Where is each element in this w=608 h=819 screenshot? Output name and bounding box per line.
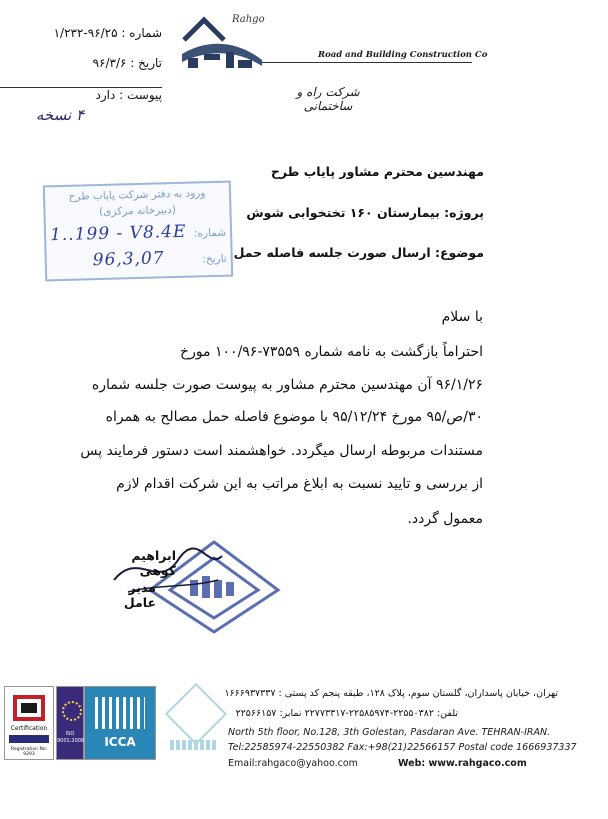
stamp-date-value: 96,3,07 bbox=[92, 248, 165, 271]
footer-web-link[interactable]: Web: www.rahgaco.com bbox=[398, 758, 527, 769]
iso-badge bbox=[56, 686, 84, 760]
addressee: مهندسین محترم مشاور پایاب طرح bbox=[270, 164, 484, 179]
meta-divider bbox=[0, 87, 162, 88]
cr-badge-reg: Registration No: 9293 bbox=[10, 747, 48, 757]
stamp-date-label: تاریخ: bbox=[202, 252, 227, 266]
incoming-stamp bbox=[43, 181, 233, 282]
cr-badge-text: Certification bbox=[10, 725, 48, 732]
subject-line: موضوع: ارسال صورت جلسه فاصله حمل bbox=[233, 245, 484, 260]
letter-number-row bbox=[54, 26, 162, 40]
greeting: با سلام bbox=[441, 309, 483, 325]
letter-meta bbox=[20, 26, 162, 122]
date-value: ۹۶/۳/۶ bbox=[92, 56, 127, 70]
stamp-number-value: 1..199 - V8.4E bbox=[49, 221, 187, 246]
logo-word: Rahgo bbox=[232, 14, 265, 25]
stamp-line1: ورود به دفتر شرکت پایاب طرح bbox=[68, 187, 206, 203]
body-line: مستندات مربوطه ارسال میگردد. خواهشمند است دستور فرمایند پس bbox=[80, 443, 483, 459]
association-logo-icon bbox=[165, 683, 227, 745]
project-line: پروژه: بیمارستان ۱۶۰ تختخوابی شوش bbox=[246, 205, 484, 220]
stamp-line2: (دبیرخانه مرکزی) bbox=[98, 204, 176, 219]
number-label: شماره : bbox=[121, 26, 162, 40]
company-name-fa: شرکت راه و ساختمانی bbox=[296, 85, 360, 113]
letter-date-row bbox=[93, 56, 162, 70]
body-line: معمول گردد. bbox=[407, 511, 483, 527]
stamp-number-label: شماره: bbox=[193, 226, 227, 240]
number-value: ۹۶/۲۵-۱/۲۳۲ bbox=[53, 26, 118, 40]
attachment-label: پیوست : دارد bbox=[95, 88, 162, 102]
company-name-underline bbox=[262, 62, 472, 63]
signer-name: ابراهیم کوهی bbox=[131, 548, 176, 578]
footer-address-en: North 5th floor, No.128, 3th Golestan, Pasdaran Ave. TEHRAN-IRAN. bbox=[228, 727, 551, 738]
contractors-association-badge bbox=[162, 686, 226, 758]
date-label: تاریخ : bbox=[130, 56, 162, 70]
footer-email-link[interactable]: Email:rahgaco@yahoo.com bbox=[228, 758, 358, 769]
footer-address-fa: تهران، خیابان پاسداران، گلستان سوم، پلاک ۱۲۸، طبقه پنجم کد پستی : ۱۶۶۶۹۳۷۳۳۷ bbox=[224, 688, 558, 699]
body-line: احتراماً بازگشت به نامه شماره ۷۳۵۵۹-۱۰۰/۹۶ مورخ bbox=[180, 344, 483, 360]
footer-phones-fa: تلفن: ۲۲۵۵۰۳۸۲-۲۲۵۸۵۹۷۴-۲۲۷۷۳۳۱۷ نمابر: ۲۲۵۶۶۱۵۷ bbox=[235, 708, 458, 719]
icca-badge-text: ICCA bbox=[104, 735, 136, 749]
footer-badges bbox=[4, 686, 230, 764]
iso-badge-text: ISO 9001:2008 bbox=[57, 731, 85, 744]
company-name-en: Road and Building Construction Co bbox=[318, 50, 488, 60]
iso-star-icon bbox=[62, 701, 82, 721]
cr-certification-badge bbox=[4, 686, 54, 760]
body-line: از بررسی و تایید نسبت به ابلاغ مراتب به این شرکت اقدام لازم bbox=[116, 476, 483, 492]
signer-title: مدیر عامل bbox=[123, 580, 156, 610]
icca-columns-icon bbox=[95, 697, 145, 729]
icca-badge bbox=[84, 686, 156, 760]
attachment-handwritten: ۴ نسخه bbox=[35, 106, 84, 124]
body-line: ۳۰/ص/۹۵ مورخ ۹۵/۱۲/۲۴ با موضوع فاصله حمل مصالح به همراه bbox=[105, 409, 483, 425]
footer-phones-en: Tel:22585974-22550382 Fax:+98(21)22566157 Postal code 1666937337 bbox=[228, 742, 577, 753]
body-line: ۹۶/۱/۲۶ آن مهندسین محترم مشاور به پیوست صورت جلسه شماره bbox=[91, 377, 483, 393]
